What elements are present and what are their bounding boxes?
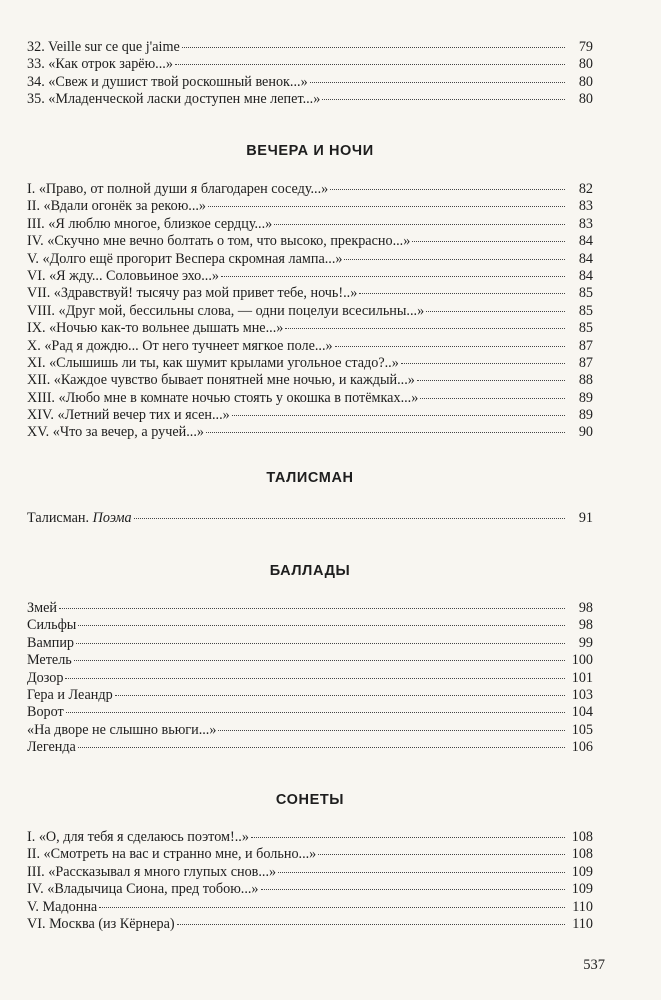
entry-page: 83 [578,215,593,232]
entry-title: VI. Москва (из Кёрнера) [27,915,175,932]
entry-page: 109 [571,863,593,880]
entry-title: Вампир [27,634,75,651]
toc-entry [27,670,593,687]
toc-entry [27,424,593,441]
leader-dots [417,380,565,381]
entry-page: 87 [578,354,593,371]
toc-entry [27,600,593,617]
leader-dots [335,346,565,347]
toc-sonnets-list [27,829,593,933]
toc-entry [27,390,593,407]
entry-title: V. «Долго ещё прогорит Веспера скромная лампа...» [27,250,343,267]
entry-page: 84 [578,233,593,250]
leader-dots [182,47,565,48]
entry-title: Змей [27,600,57,616]
leader-dots [420,398,565,399]
entry-page: 84 [578,250,593,267]
leader-dots [401,363,565,364]
entry-page: 88 [578,372,593,389]
toc-entry [27,74,593,91]
entry-title: IX. «Ночью как-то вольнее дышать мне...» [27,320,284,337]
entry-page: 83 [578,198,593,215]
entry-page: 85 [578,320,593,337]
leader-dots [74,660,565,661]
entry-page: 90 [578,424,593,441]
section-heading-talisman: ТАЛИСМАН [266,470,354,486]
toc-entry [27,739,593,756]
toc-entry [27,320,593,337]
toc-entry [27,216,593,233]
toc-entry [27,251,593,268]
entry-title: IV. «Скучно мне вечно болтать о том, что высоко, прекрасно...» [27,233,411,250]
leader-dots [412,241,565,242]
entry-title: II. «Вдали огонёк за рекою...» [27,198,207,215]
leader-dots [218,730,565,731]
leader-dots [78,747,565,748]
leader-dots [134,518,565,519]
entry-page: 108 [571,829,593,845]
toc-entry [27,899,593,916]
leader-dots [206,432,565,433]
leader-dots [208,206,565,207]
toc-evenings-list [27,181,593,442]
toc-entry [27,268,593,285]
page-number: 537 [583,957,605,973]
toc-entry [27,338,593,355]
entry-title: 33. «Как отрок зарёю...» [27,56,173,73]
leader-dots [65,678,565,679]
toc-entry [27,617,593,634]
entry-title [27,510,132,527]
entry-title: 34. «Свеж и душист твой роскошный венок...» [27,73,308,90]
toc-entry [27,355,593,372]
entry-page: 80 [578,91,593,108]
toc-entry [27,704,593,721]
section-heading-sonnets: СОНЕТЫ [275,792,345,808]
entry-title: III. «Рассказывал я много глупых снов...» [27,863,277,880]
entry-title: Ворот [27,704,64,721]
toc-entry [27,407,593,424]
toc-entry [27,285,593,302]
toc-entry [27,829,593,846]
entry-page: 84 [578,267,593,284]
entry-title: 35. «Младенческой ласки доступен мне лепет...» [27,91,321,108]
leader-dots [177,924,565,925]
entry-page: 80 [578,73,593,90]
entry-page: 110 [572,915,593,932]
toc-entry [27,510,593,527]
toc-entry [27,652,593,669]
entry-title: Гера и Леандр [27,686,113,703]
leader-dots [115,695,565,696]
leader-dots [359,293,565,294]
entry-page: 109 [571,881,593,898]
entry-page: 80 [578,56,593,73]
entry-page: 100 [571,652,593,669]
entry-page: 101 [571,669,593,686]
leader-dots [310,82,565,83]
leader-dots [278,872,565,873]
leader-dots [274,224,565,225]
toc-entry [27,198,593,215]
leader-dots [76,643,565,644]
toc-entry [27,864,593,881]
entry-title: XI. «Слышишь ли ты, как шумит крылами угольное стадо?..» [27,354,399,371]
leader-dots [99,907,565,908]
toc-entry [27,916,593,933]
leader-dots [66,712,565,713]
toc-entry [27,687,593,704]
toc-entry [27,722,593,739]
leader-dots [59,608,565,609]
entry-page: 89 [578,407,593,424]
toc-continued-list [27,39,593,109]
toc-entry [27,181,593,198]
toc-entry [27,881,593,898]
entry-subtitle: Поэма [92,510,132,526]
section-heading-evenings: ВЕЧЕРА И НОЧИ [246,143,374,159]
entry-title: XII. «Каждое чувство бывает понятней мне ночью, и каждый...» [27,372,415,389]
entry-title: V. Мадонна [27,898,98,915]
toc-talisman-list [27,510,593,527]
entry-title: XIII. «Любо мне в комнате ночью стоять у окошка в потёмках...» [27,389,419,406]
entry-page: 105 [571,721,593,738]
entry-page: 110 [572,898,593,915]
toc-entry [27,56,593,73]
toc-ballads-list [27,600,593,757]
toc-entry [27,635,593,652]
leader-dots [251,837,565,838]
entry-title: VII. «Здравствуй! тысячу раз мой привет тебе, ночь!..» [27,285,358,302]
entry-title: Сильфы [27,617,77,634]
leader-dots [344,259,565,260]
toc-entry [27,233,593,250]
leader-dots [78,625,565,626]
entry-page: 87 [578,337,593,354]
entry-page: 106 [571,739,593,756]
leader-dots [318,854,565,855]
leader-dots [322,99,565,100]
leader-dots [426,311,565,312]
entry-title: Легенда [27,739,76,756]
entry-page: 98 [578,617,593,634]
entry-page: 85 [578,302,593,319]
toc-entry [27,39,593,56]
entry-page: 79 [578,39,593,55]
entry-title: VI. «Я жду... Соловьиное эхо...» [27,267,219,284]
leader-dots [330,189,565,190]
entry-title: I. «О, для тебя я сделаюсь поэтом!..» [27,829,249,845]
leader-dots [261,889,565,890]
entry-title: II. «Смотреть на вас и странно мне, и больно...» [27,846,317,863]
leader-dots [232,415,565,416]
toc-entry [27,372,593,389]
entry-title: XV. «Что за вечер, а ручей...» [27,424,204,441]
entry-title: III. «Я люблю многое, близкое сердцу...» [27,215,273,232]
entry-title: IV. «Владычица Сиона, пред тобою...» [27,881,259,898]
toc-entry [27,846,593,863]
entry-page: 108 [571,846,593,863]
leader-dots [175,64,565,65]
entry-page: 103 [571,686,593,703]
entry-title: 32. Veille sur ce que j'aime [27,39,180,55]
entry-title: Дозор [27,669,64,686]
entry-page: 99 [578,634,593,651]
entry-title: VIII. «Друг мой, бессильны слова, — одни поцелуи всесильны...» [27,302,425,319]
entry-title: XIV. «Летний вечер тих и ясен...» [27,407,230,424]
entry-title: I. «Право, от полной души я благодарен соседу...» [27,181,329,197]
entry-page: 89 [578,389,593,406]
entry-page: 85 [578,285,593,302]
leader-dots [221,276,565,277]
entry-page: 104 [571,704,593,721]
toc-entry [27,303,593,320]
entry-title-text: Талисман. [27,510,90,526]
entry-page: 98 [578,600,593,616]
entry-title: X. «Рад я дождю... От него тучнеет мягкое поле...» [27,337,333,354]
entry-page: 91 [578,510,593,526]
entry-title: Метель [27,652,72,669]
toc-entry [27,91,593,108]
section-heading-ballads: БАЛЛАДЫ [269,563,351,579]
entry-title: «На дворе не слышно вьюги...» [27,721,217,738]
entry-page: 82 [578,181,593,197]
leader-dots [285,328,565,329]
